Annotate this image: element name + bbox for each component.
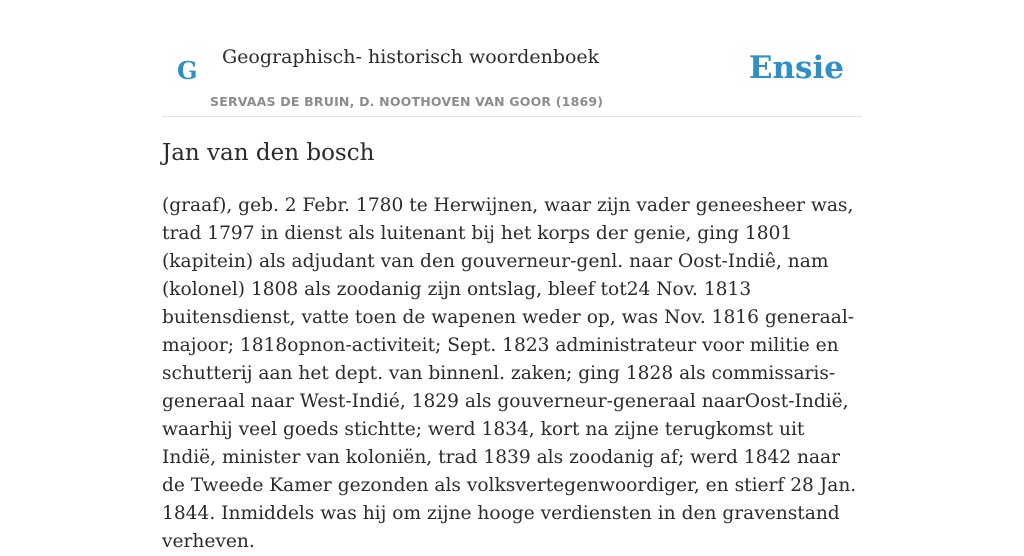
book-header [162, 0, 862, 117]
entry-title: Jan van den bosch [162, 140, 375, 166]
brand-logo-link[interactable]: Ensie [748, 50, 844, 86]
book-authors: SERVAAS DE BRUIN, D. NOOTHOVEN VAN GOOR (1869) [210, 94, 604, 109]
entry-body-text: (graaf), geb. 2 Febr. 1780 te Herwijnen, waar zijn vader geneesheer was, trad 1797 in dienst als luitenant bij het korps der genie, ging 1801 (kapitein) als adjudant van den gouverneur-genl. naar Oost-Indiê, nam (kolonel) 1808 als zoodanig zijn ontslag, bleef tot24 Nov. 1813 buitensdienst, vatte toen de wapenen weder op, was Nov. 1816 generaal-majoor; 1818opnon-activiteit; Sept. 1823 administrateur voor militie en schutterij aan het dept. van binnenl. zaken; ging 1828 als commissaris-generaal naar West-Indié, 1829 als gouverneur-generaal naarOost-Indië, waarhij veel goeds stichtte; werd 1834, kort na zijne terugkomst uit Indië, minister van koloniën, trad 1839 als zoodanig af; werd 1842 naar de Tweede Kamer gezonden als volksvertegenwoordiger, en stierf 28 Jan. 1844. Inmiddels was hij om zijne hooge verdiensten in den gravenstand verheven. [162, 195, 857, 552]
book-initial-icon[interactable]: G [177, 56, 198, 85]
book-title-link[interactable]: Geographisch- historisch woordenboek [222, 46, 600, 68]
